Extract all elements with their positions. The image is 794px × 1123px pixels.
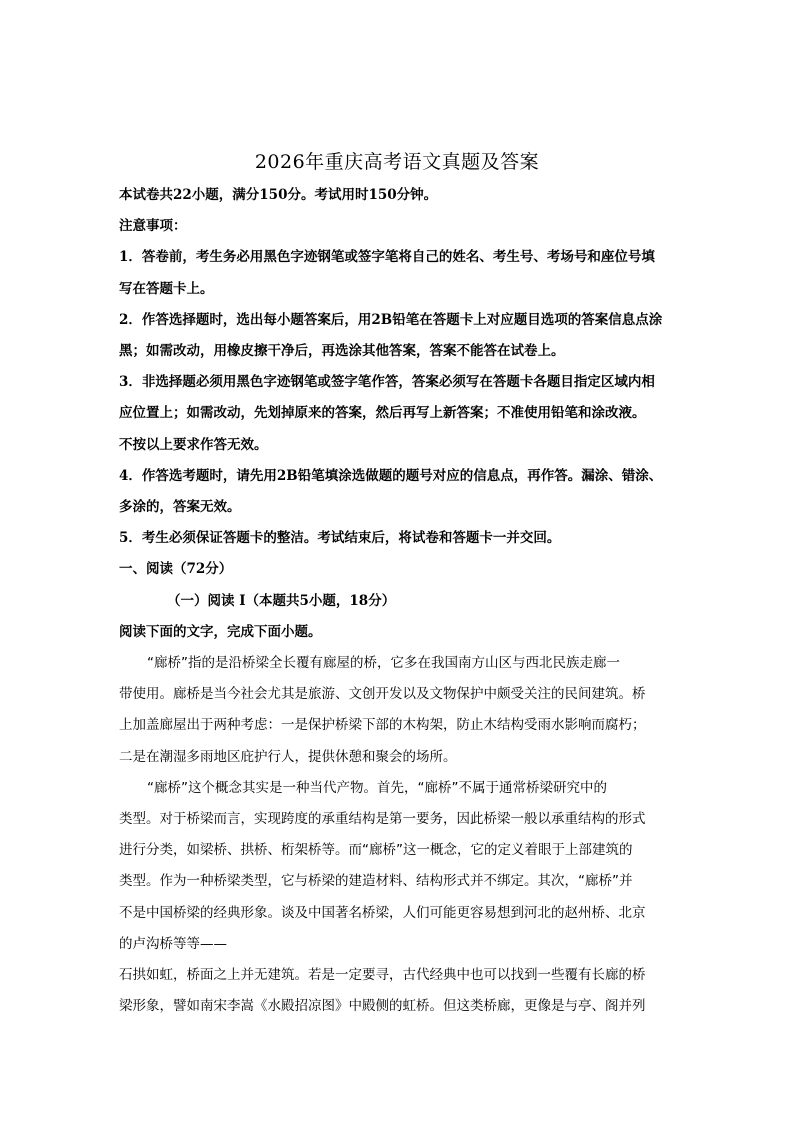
passage-line: 的卢沟桥等等—— [119, 935, 227, 952]
notice-line: 2．作答选择题时，选出每小题答案后，用2B铅笔在答题卡上对应题目选项的答案信息点涂 [119, 311, 663, 328]
notice-line: 4．作答选考题时，请先用2B铅笔填涂选做题的题号对应的信息点，再作答。漏涂、错涂、 [119, 467, 663, 484]
notice-line: 不按以上要求作答无效。 [119, 436, 268, 453]
notice-line: 1．答卷前，考生务必用黑色字迹钢笔或签字笔将自己的姓名、考生号、考场号和座位号填 [119, 249, 655, 266]
notice-line: 3．非选择题必须用黑色字迹钢笔或签字笔作答，答案必须写在答题卡各题目指定区域内相 [119, 374, 655, 391]
subsection-heading: （一）阅读 I（本题共5小题，18分） [167, 592, 396, 609]
notice-line: 黑；如需改动，用橡皮擦干净后，再选涂其他答案，答案不能答在试卷上。 [119, 343, 565, 360]
notice-line: 5．考生必须保证答题卡的整洁。考试结束后，将试卷和答题卡一并交回。 [119, 530, 561, 547]
notice-line: 写在答题卡上。 [119, 280, 214, 297]
passage-line: 带使用。廊桥是当今社会尤其是旅游、文创开发以及文物保护中颇受关注的民间建筑。桥 [119, 686, 646, 703]
passage-line: “廊桥”这个概念其实是一种当代产物。首先，“廊桥”不属于通常桥梁研究中的 [147, 779, 607, 796]
section-heading: 一、阅读（72分） [119, 561, 233, 578]
notice-heading: 注意事项： [119, 218, 187, 235]
passage-line: 类型。对于桥梁而言，实现跨度的承重结构是第一要务，因此桥梁一般以承重结构的形式 [119, 811, 646, 828]
reading-instruction: 阅读下面的文字，完成下面小题。 [119, 623, 322, 640]
notice-list [119, 242, 679, 554]
document-content [119, 180, 679, 1022]
passage-line: 上加盖廊屋出于两种考虑：一是保护桥梁下部的木构架，防止木结构受雨水影响而腐朽； [119, 717, 646, 734]
passage-line: 不是中国桥梁的经典形象。谈及中国著名桥梁，人们可能更容易想到河北的赵州桥、北京 [119, 904, 646, 921]
notice-line: 多涂的，答案无效。 [119, 499, 241, 516]
passage-line: 类型。作为一种桥梁类型，它与桥梁的建造材料、结构形式并不绑定。其次，“廊桥”并 [119, 873, 633, 890]
page-title: 2026年重庆高考语文真题及答案 [254, 151, 540, 173]
exam-intro: 本试卷共22小题，满分150分。考试用时150分钟。 [119, 187, 438, 203]
passage-line: 石拱如虹，桥面之上并无建筑。若是一定要寻，古代经典中也可以找到一些覆有长廊的桥 [119, 967, 646, 984]
notice-line: 应位置上；如需改动，先划掉原来的答案，然后再写上新答案；不准使用铅笔和涂改液。 [119, 405, 646, 422]
passage-line: “廊桥”指的是沿桥梁全长覆有廊屋的桥，它多在我国南方山区与西北民族走廊一 [147, 655, 620, 672]
reading-passage [119, 648, 679, 1022]
passage-line: 梁形象，譬如南宋李嵩《水殿招凉图》中殿侧的虹桥。但这类桥廊，更像是与亭、阁并列 [119, 998, 646, 1015]
passage-line: 进行分类，如梁桥、拱桥、桁架桥等。而“廊桥”这一概念，它的定义着眼于上部建筑的 [119, 842, 633, 859]
passage-line: 二是在潮湿多雨地区庇护行人，提供休憩和聚会的场所。 [119, 748, 457, 765]
